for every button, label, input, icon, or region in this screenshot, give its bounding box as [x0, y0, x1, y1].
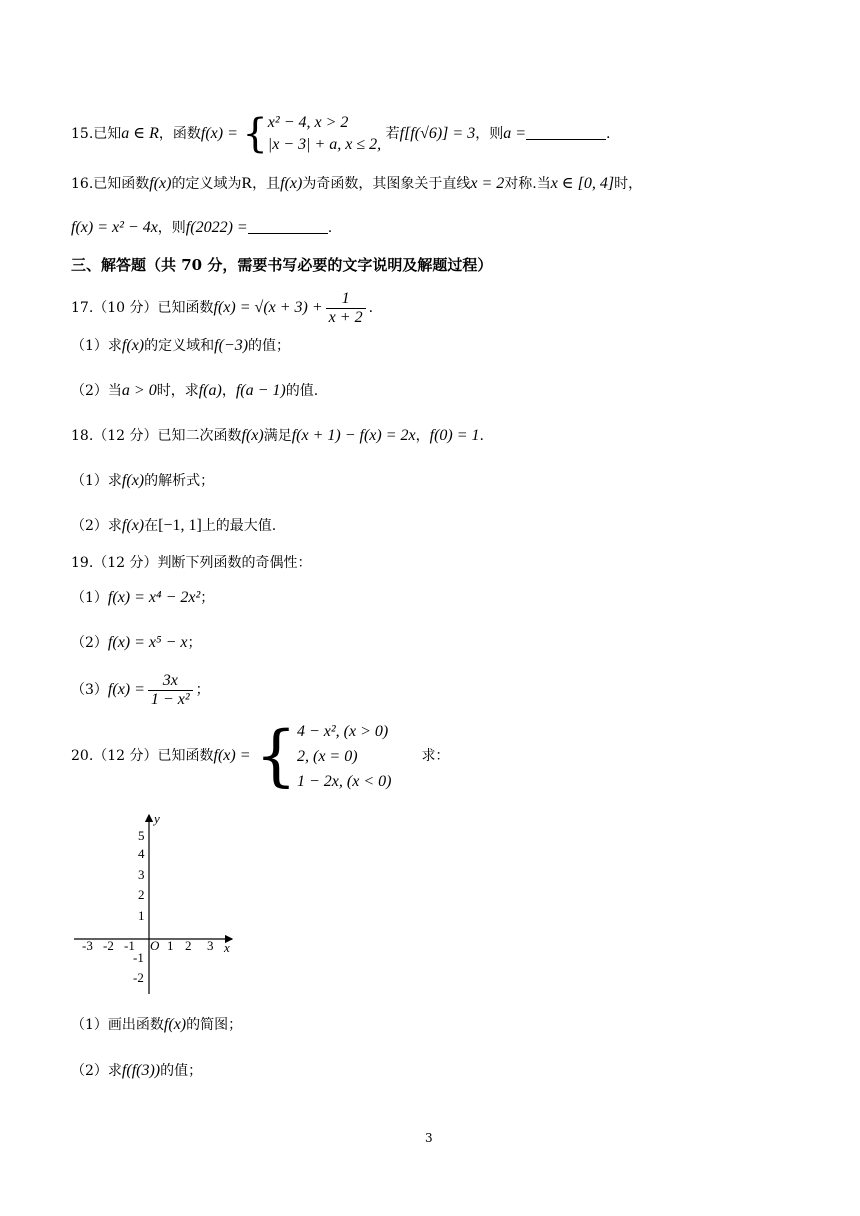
- q18-part2: [71, 516, 276, 536]
- q16-mid: ，则: [157, 220, 186, 236]
- q20-p2-expr: f(f(3)): [121, 1062, 161, 1079]
- q15-fx: f(x) =: [200, 125, 238, 142]
- q18-p1-a: （1）求: [71, 473, 122, 489]
- q18-sep: ，: [415, 428, 430, 444]
- x-axis-label: x: [224, 940, 230, 955]
- q17-p2-sep: ，: [221, 383, 236, 399]
- q17-fraction: [326, 290, 366, 327]
- q18-p2-fx: f(x): [121, 517, 145, 534]
- q18-end: .: [479, 428, 484, 444]
- q19-p1-a: （1）: [71, 590, 108, 606]
- q15-cases: [268, 112, 381, 156]
- q17-p2-fa1: f(a − 1): [235, 382, 286, 399]
- q17-p1-b: 的定义域和: [144, 338, 215, 354]
- q18-line: [71, 426, 484, 446]
- q15-answer-blank: [526, 125, 606, 140]
- q20-part1: [71, 1015, 242, 1035]
- q18-mid: 满足: [263, 428, 292, 444]
- q15-a-eq: a =: [503, 125, 526, 142]
- q16-line1: [71, 174, 642, 194]
- q18-part1: [71, 471, 214, 491]
- q16-text-b: 的定义域为: [171, 176, 242, 192]
- q20-cases: [297, 719, 391, 794]
- q18-p1-fx: f(x): [121, 472, 145, 489]
- x-tick-neg2: -2: [103, 938, 114, 953]
- q20-p2-a: （2）求: [71, 1063, 122, 1079]
- y-tick-neg1: -1: [133, 950, 144, 965]
- q17-p2-fa: f(a): [198, 382, 222, 399]
- page-number: 3: [425, 1131, 433, 1145]
- x-tick-neg3: -3: [82, 938, 93, 953]
- q20-p1-a: （1）画出函数: [71, 1017, 164, 1033]
- q16-R: R: [241, 175, 253, 192]
- x-tick-neg1: -1: [124, 938, 135, 953]
- q19-p2-end: ；: [187, 635, 202, 651]
- y-tick-3: 3: [138, 867, 145, 882]
- q19-p2-expr: f(x) = x⁵ − x: [107, 634, 188, 651]
- q16-line2: [71, 218, 332, 238]
- q15-case1: x² − 4, x > 2: [267, 114, 349, 131]
- y-tick-labels: [133, 828, 145, 985]
- q20-line: [71, 716, 449, 796]
- q19-p3-a: （3）: [71, 682, 108, 698]
- q16-fx: f(x): [149, 175, 172, 192]
- q15-mid: ，函数: [158, 126, 201, 142]
- x-tick-1: 1: [167, 938, 174, 953]
- q20-case3: 1 − 2x, (x < 0): [296, 772, 392, 790]
- q17-p2-b: 时，求: [156, 383, 199, 399]
- q19-p3-end: ；: [195, 682, 210, 698]
- y-tick-2: 2: [138, 887, 145, 902]
- x-tick-labels: [82, 938, 214, 953]
- q20-lead: 20.（12 分）已知函数: [71, 748, 214, 764]
- q15-prefix: 15.已知: [71, 126, 122, 142]
- q20-fx: f(x) =: [213, 747, 251, 764]
- q20-p1-b: 的简图；: [186, 1017, 243, 1033]
- q16-text-a: 16.已知函数: [71, 176, 150, 192]
- q19-part3: [71, 668, 210, 712]
- y-tick-1: 1: [138, 908, 145, 923]
- q15-if: 若: [385, 126, 400, 142]
- q18-cond: f(x + 1) − f(x) = 2x: [291, 427, 416, 444]
- q16-text-d: 为奇函数，其图象关于直线: [302, 176, 471, 192]
- q19-p1-expr: f(x) = x⁴ − 2x²: [107, 589, 201, 606]
- q16-x2: x = 2: [470, 175, 505, 192]
- x-tick-3: 3: [207, 938, 214, 953]
- q20-p1-fx: f(x): [163, 1016, 187, 1033]
- q17-p2-cond: a > 0: [121, 382, 157, 399]
- section3-title: 三、解答题（共 70 分，需要书写必要的文字说明及解题过程）: [71, 256, 493, 274]
- q16-expr: f(x) = x² − 4x: [71, 219, 158, 236]
- q17-p1-a: （1）求: [71, 338, 122, 354]
- q16-fx-2: f(x): [280, 175, 303, 192]
- q17-p1-f3: f(−3): [214, 337, 249, 354]
- q18-p2-b: 在: [144, 518, 159, 534]
- q17-part1: [71, 336, 290, 356]
- q17-end: .: [368, 300, 374, 316]
- q16-end: .: [327, 220, 333, 236]
- q19-p1-end: ；: [200, 590, 215, 606]
- q19-p3-den: 1 − x²: [150, 690, 190, 708]
- q17-p1-c: 的值；: [248, 338, 291, 354]
- q18-p2-a: （2）求: [71, 518, 122, 534]
- q18-cond2: f(0) = 1: [429, 427, 480, 444]
- q17-expr: f(x) = √(x + 3) +: [213, 299, 323, 316]
- q20-ask: 求：: [421, 748, 450, 764]
- q18-p2-c: 上的最大值.: [201, 518, 277, 534]
- y-axis-label: y: [154, 812, 160, 826]
- q18-p1-b: 的解析式；: [144, 473, 215, 489]
- q17-p2-c: 的值.: [285, 383, 319, 399]
- q19-p3-fraction: [148, 672, 193, 709]
- q15-a-in-r: a ∈ R: [121, 125, 159, 142]
- y-tick-neg2: -2: [133, 970, 144, 985]
- q19-part1: [71, 588, 214, 608]
- q19-p3-num: 3x: [148, 672, 193, 691]
- q17-den: x + 2: [328, 308, 363, 326]
- q17-part2: [71, 381, 318, 401]
- y-tick-4: 4: [138, 846, 145, 861]
- q16-text-e: 对称.当: [504, 176, 551, 192]
- q19-lead: 19.（12 分）判断下列函数的奇偶性：: [71, 555, 312, 571]
- x-tick-2: 2: [185, 938, 192, 953]
- q18-p2-interval: [−1, 1]: [158, 517, 202, 534]
- q17-num: 1: [326, 290, 366, 309]
- q20-part2: [71, 1061, 202, 1081]
- y-tick-5: 5: [138, 828, 145, 843]
- q15-line: [71, 112, 610, 156]
- q18-fx: f(x): [241, 427, 264, 444]
- origin-label: O: [150, 938, 160, 953]
- q16-text-f: 时，: [614, 176, 643, 192]
- q19-part2: [71, 633, 201, 653]
- q16-answer-blank: [248, 219, 328, 234]
- q15-cond: f[f(√6)] = 3: [399, 125, 476, 142]
- q15-case2: |x − 3| + a, x ≤ 2,: [267, 136, 382, 153]
- q20-brace: {: [254, 717, 297, 794]
- q15-brace: {: [242, 111, 268, 157]
- q17-lead: 17.（10 分）已知函数: [71, 300, 214, 316]
- q20-case2: 2, (x = 0): [296, 747, 358, 765]
- q15-end: .: [606, 126, 611, 142]
- q16-interval: x ∈ [0, 4]: [550, 175, 615, 192]
- q18-lead: 18.（12 分）已知二次函数: [71, 428, 242, 444]
- q16-ask: f(2022) =: [185, 219, 248, 236]
- coordinate-graph: [70, 812, 240, 997]
- q15-then: ，则: [475, 126, 504, 142]
- q17-p2-a: （2）当: [71, 383, 122, 399]
- q20-case1: 4 − x², (x > 0): [296, 722, 389, 740]
- q17-p1-fx: f(x): [121, 337, 145, 354]
- q16-text-c: ，且: [252, 176, 281, 192]
- q19-p3-lhs: f(x) =: [107, 681, 145, 698]
- q19-p2-a: （2）: [71, 635, 108, 651]
- q20-p2-b: 的值；: [160, 1063, 203, 1079]
- q17-line: [71, 286, 373, 330]
